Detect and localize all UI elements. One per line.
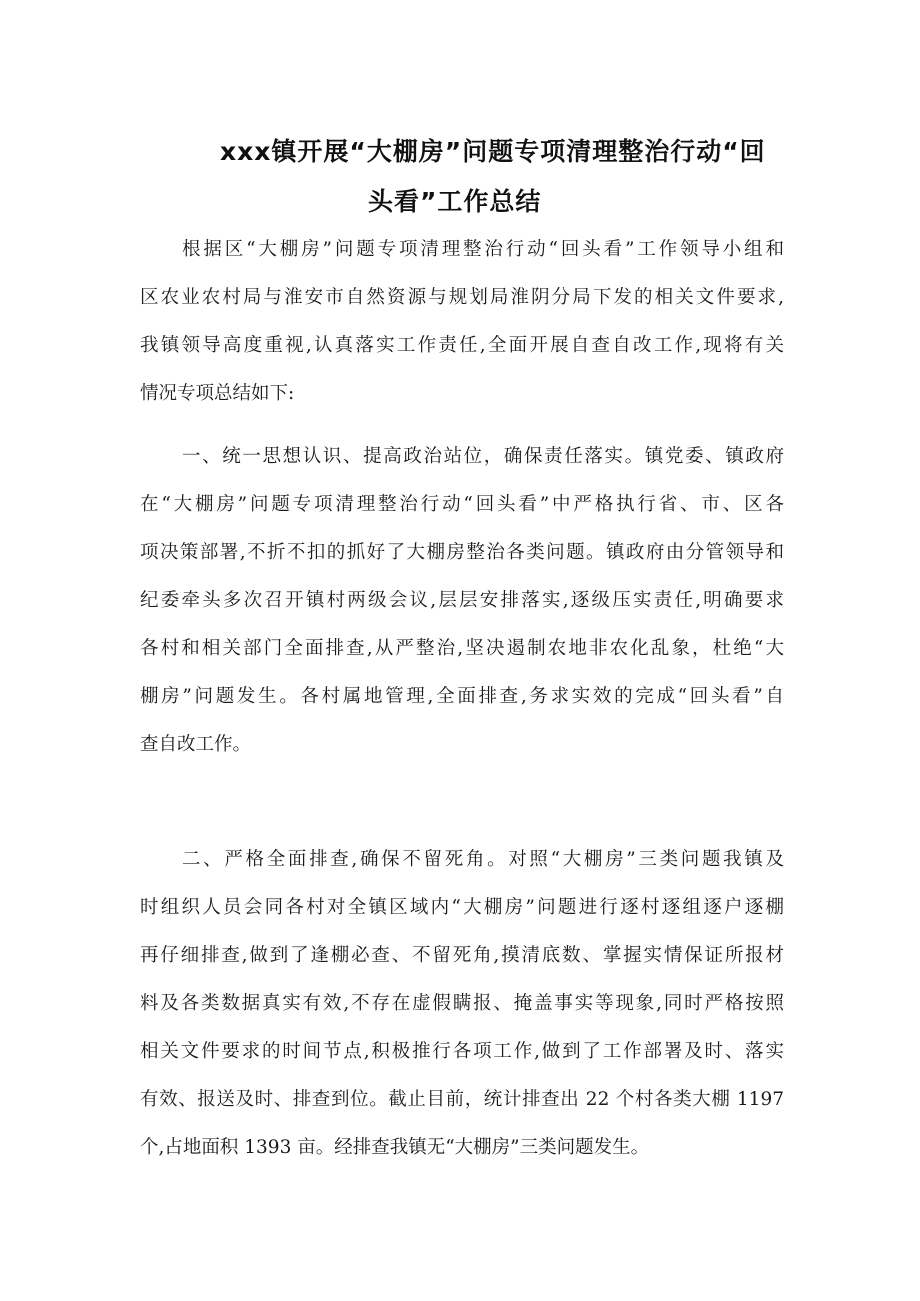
paragraph-line: 查自改工作。 [140, 734, 252, 755]
paragraph-line: 二、严格全面排查,确保不留死角。对照“大棚房”三类问题我镇及 [182, 849, 784, 870]
paragraph-line: 我镇领导高度重视,认真落实工作责任,全面开展自查自改工作,现将有关 [140, 335, 784, 356]
paragraph-line: 区农业农村局与淮安市自然资源与规划局淮阴分局下发的相关文件要求, [140, 287, 784, 308]
paragraph-line: 个,占地面积 1393 亩。经排查我镇无“大棚房”三类问题发生。 [140, 1137, 650, 1158]
paragraph-line: 时组织人员会同各村对全镇区域内“大棚房”问题进行逐村逐组逐户逐棚 [140, 897, 784, 918]
paragraph-line: 情况专项总结如下: [140, 383, 295, 404]
paragraph-line: 纪委牵头多次召开镇村两级会议,层层安排落实,逐级压实责任,明确要求 [140, 590, 784, 611]
document-title-line-2: 头看”工作总结 [368, 187, 542, 216]
paragraph-line: 再仔细排查,做到了逢棚必查、不留死角,摸清底数、掌握实情保证所报材 [140, 945, 784, 966]
paragraph-line: 一、统一思想认识、提高政治站位，确保责任落实。镇党委、镇政府 [182, 446, 784, 467]
document-title-line-1: xxx镇开展“大棚房”问题专项清理整治行动“回 [220, 137, 766, 166]
paragraph-line: 根据区“大棚房”问题专项清理整治行动“回头看”工作领导小组和 [182, 239, 784, 260]
paragraph-line: 相关文件要求的时间节点,积极推行各项工作,做到了工作部署及时、落实 [140, 1041, 784, 1062]
paragraph-line: 项决策部署,不折不扣的抓好了大棚房整治各类问题。镇政府由分管领导和 [140, 542, 784, 563]
paragraph-line: 在“大棚房”问题专项清理整治行动“回头看”中严格执行省、市、区各 [140, 494, 784, 515]
paragraph-line: 各村和相关部门全面排查,从严整治,坚决遏制农地非农化乱象，杜绝“大 [140, 638, 784, 659]
paragraph-line: 有效、报送及时、排查到位。截止目前，统计排查出 22 个村各类大棚 1197 [140, 1089, 784, 1110]
paragraph-line: 料及各类数据真实有效,不存在虚假瞒报、掩盖事实等现象,同时严格按照 [140, 993, 784, 1014]
paragraph-line: 棚房”问题发生。各村属地管理,全面排查,务求实效的完成“回头看”自 [140, 686, 784, 707]
